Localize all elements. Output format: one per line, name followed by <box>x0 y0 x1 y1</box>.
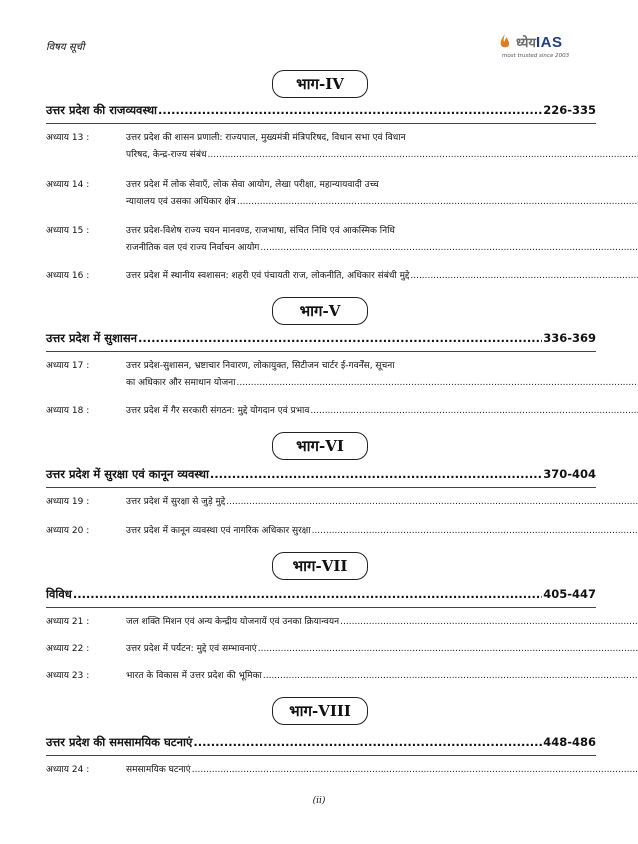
chapter-title: उत्तर प्रदेश में गैर सरकारी संगठन: मुद्दे योगदान एवं प्रभाव <box>126 406 310 416</box>
chapter-number: अध्याय 18 : <box>46 406 90 416</box>
logo-hindi-text: ध्येय <box>516 36 536 51</box>
chapter-title: उत्तर प्रदेश में कानून व्यवस्था एवं नागरिक अधिकार सुरक्षा <box>126 526 311 536</box>
chapter-number: अध्याय 15 : <box>46 226 90 236</box>
bhag-heading: भाग-VI <box>272 432 368 460</box>
chapter-entry[interactable] <box>46 177 596 211</box>
logo-tagline: most trusted since 2003 <box>502 53 570 59</box>
chapter-number: अध्याय 22 : <box>46 644 90 654</box>
bhag-heading: भाग-VIII <box>272 697 368 725</box>
chapter-title: जल शक्ति मिशन एवं अन्य केन्द्रीय योजनायें एवं उनका क्रियान्वयन <box>126 617 340 627</box>
chapter-entry[interactable] <box>46 494 596 511</box>
chapter-title: उत्तर प्रदेश में पर्यटन: मुद्दे एवं सम्भावनाएं <box>126 644 257 654</box>
chapter-title: उत्तर प्रदेश में लोक सेवाएँ, लोक सेवा आयोग, लेखा परीक्षा, महान्यायवादी उच्च <box>126 180 379 190</box>
logo-brand-text: IAS <box>535 33 563 51</box>
part-entry[interactable] <box>46 103 596 118</box>
part-title: उत्तर प्रदेश की समसामयिक घटनाएं <box>46 735 193 749</box>
chapter-entry[interactable] <box>46 762 596 779</box>
part-pages: 448-486 <box>543 735 596 749</box>
chapter-entry[interactable] <box>46 403 596 420</box>
divider <box>46 123 596 124</box>
part-entry[interactable] <box>46 467 596 482</box>
divider <box>46 755 596 756</box>
chapter-entry[interactable] <box>46 668 596 685</box>
chapter-title: न्यायालय एवं उसका अधिकार क्षेत्र <box>126 197 236 207</box>
page-number: (ii) <box>312 796 326 806</box>
part-pages: 336-369 <box>543 331 596 345</box>
bhag-heading: भाग-VII <box>272 552 368 580</box>
chapter-entry[interactable] <box>46 641 596 658</box>
chapter-title: उत्तर प्रदेश में सुरक्षा से जुड़े मुद्दे <box>126 497 226 507</box>
chapter-title: उत्तर प्रदेश की शासन प्रणाली: राज्यपाल, मुख्यमंत्री मंत्रिपरिषद, विधान सभा एवं विधान <box>126 133 406 143</box>
chapter-title: उत्तर प्रदेश-विशेष राज्य चयन मानवण्ड, राजभाषा, संचित निधि एवं आकस्मिक निधि <box>126 226 395 236</box>
part-pages: 226-335 <box>543 103 596 117</box>
chapter-title: का अधिकार और समाधान योजना <box>126 378 236 388</box>
header-title: विषय सूची <box>46 42 85 53</box>
flame-icon <box>496 33 514 51</box>
chapter-number: अध्याय 19 : <box>46 497 90 507</box>
chapter-number: अध्याय 17 : <box>46 361 90 371</box>
part-title: उत्तर प्रदेश की राजव्यवस्था <box>46 103 158 117</box>
part-entry[interactable] <box>46 331 596 346</box>
part-title: विविध <box>46 587 72 601</box>
part-entry[interactable] <box>46 735 596 750</box>
chapter-entry[interactable] <box>46 223 596 257</box>
part-entry[interactable] <box>46 587 596 602</box>
chapter-entry[interactable] <box>46 268 596 285</box>
divider <box>46 607 596 608</box>
chapter-number: अध्याय 20 : <box>46 526 90 536</box>
chapter-entry[interactable] <box>46 614 596 631</box>
part-pages: 370-404 <box>543 467 596 481</box>
part-title: उत्तर प्रदेश में सुशासन <box>46 331 138 345</box>
brand-logo <box>496 33 600 63</box>
part-pages: 405-447 <box>543 587 596 601</box>
chapter-entry[interactable] <box>46 358 596 392</box>
chapter-entry[interactable] <box>46 523 596 540</box>
chapter-entry[interactable] <box>46 130 596 164</box>
divider <box>46 487 596 488</box>
divider <box>46 351 596 352</box>
chapter-title: भारत के विकास में उत्तर प्रदेश की भूमिका <box>126 671 262 681</box>
chapter-title: परिषद, केन्द्र-राज्य संबंध <box>126 150 207 160</box>
chapter-number: अध्याय 16 : <box>46 271 90 281</box>
chapter-number: अध्याय 24 : <box>46 765 90 775</box>
chapter-number: अध्याय 21 : <box>46 617 90 627</box>
chapter-title: समसामयिक घटनाएं <box>126 765 191 775</box>
part-title: उत्तर प्रदेश में सुरक्षा एवं कानून व्यवस्था <box>46 467 209 481</box>
chapter-number: अध्याय 23 : <box>46 671 90 681</box>
chapter-number: अध्याय 13 : <box>46 133 90 143</box>
chapter-number: अध्याय 14 : <box>46 180 90 190</box>
bhag-heading: भाग-V <box>272 297 368 325</box>
chapter-title: राजनीतिक वल एवं राज्य निर्वाचन आयोग <box>126 243 260 253</box>
chapter-title: उत्तर प्रदेश में स्थानीय स्वशासन: शहरी एवं पंचायती राज, लोकनीति, अधिकार संबंधी मुद्दे <box>126 271 410 281</box>
chapter-title: उत्तर प्रदेश-सुशासन, भ्रष्टाचार निवारण, लोकायुक्त, सिटीजन चार्टर ई-गवर्नेंस, सूचना <box>126 361 395 371</box>
bhag-heading: भाग-IV <box>272 70 368 98</box>
